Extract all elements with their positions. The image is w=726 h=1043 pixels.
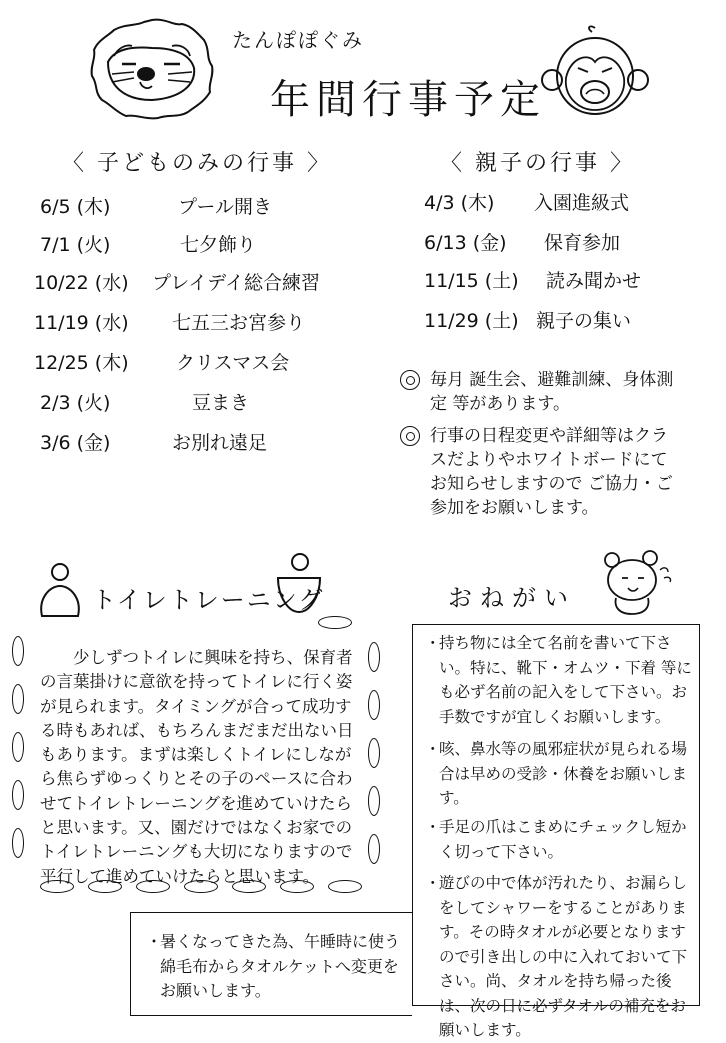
bullet: ・ <box>146 932 163 951</box>
decorative-oval <box>368 786 380 816</box>
event-name: 保育参加 <box>544 232 621 254</box>
event-date: 7/1 (火) <box>40 234 111 256</box>
onegai-title: おねがい <box>448 584 576 612</box>
event-name: プレイデイ総合練習 <box>152 272 320 294</box>
decorative-oval <box>12 732 24 762</box>
event-date: 12/25 (木) <box>34 352 129 374</box>
list-item <box>425 631 693 729</box>
page-title: 年間行事予定 <box>270 77 546 123</box>
decorative-oval <box>368 738 380 768</box>
decorative-oval <box>368 834 380 864</box>
decorative-oval <box>368 642 380 672</box>
event-name: 入園進級式 <box>534 192 630 214</box>
list-item <box>425 737 693 811</box>
list-item <box>425 871 693 1043</box>
event-date: 2/3 (火) <box>40 392 111 414</box>
event-name: 七五三お宮参り <box>172 312 306 334</box>
decorative-oval <box>318 616 352 629</box>
note-text: 行事の日程変更や詳細等はクラスだよりやホワイトボードにてお知らせしますので ご協力・ご参加をお願いします。 <box>430 426 673 518</box>
summer-note <box>146 930 404 1004</box>
event-name: 豆まき <box>192 392 250 414</box>
monkey-icon <box>540 22 650 122</box>
event-date: 11/29 (土) <box>424 310 519 332</box>
event-date: 11/15 (土) <box>424 270 519 292</box>
event-name: 七夕飾り <box>180 234 257 256</box>
onegai-text: 遊びの中で体が汚れたり、お漏らしをしてシャワーをすることがあります。その時タオルが必要となりますので引き出しの中に入れておいて下さい。尚、タオルを持ち帰った後は、次の日に必ずタオルの補充をお願いします。 <box>439 874 688 1039</box>
lion-icon <box>82 14 222 124</box>
bullet: ・ <box>425 740 441 758</box>
onegai-text: 咳、鼻水等の風邪症状が見られる場合は早めの受診・休養をお願いします。 <box>439 740 688 807</box>
bear-icon <box>598 548 678 618</box>
bullet: ・ <box>425 634 441 652</box>
event-date: 6/13 (金) <box>424 232 507 254</box>
parent-events-heading: 〈 親子の行事 〉 <box>440 151 635 176</box>
decorative-oval <box>12 780 24 810</box>
note-item <box>400 424 680 520</box>
decorative-oval <box>368 690 380 720</box>
event-date: 6/5 (木) <box>40 196 111 218</box>
summer-note-text: 暑くなってきた為、午睡時に使う綿毛布からタオルケットへ変更をお願いします。 <box>160 932 401 1000</box>
decorative-oval <box>12 684 24 714</box>
decorative-oval <box>12 828 24 858</box>
list-item <box>425 815 693 864</box>
double-circle-icon <box>400 370 420 390</box>
children-events-heading: 〈 子どものみの行事 〉 <box>62 151 332 176</box>
onegai-box <box>412 624 700 1039</box>
event-name: プール開き <box>178 196 273 218</box>
event-name: 読み聞かせ <box>546 270 642 292</box>
decorative-oval <box>12 636 24 666</box>
event-date: 3/6 (金) <box>40 432 111 454</box>
bullet: ・ <box>425 818 441 836</box>
class-name: たんぽぽぐみ <box>232 28 364 52</box>
event-date: 4/3 (木) <box>424 192 495 214</box>
toilet-training-title: トイレトレーニング <box>92 586 325 614</box>
onegai-text: 手足の爪はこまめにチェックし短かく切って下さい。 <box>439 818 687 861</box>
event-name: お別れ遠足 <box>172 432 268 454</box>
note-item <box>400 368 680 416</box>
event-name: クリスマス会 <box>176 352 290 374</box>
note-text: 毎月 誕生会、避難訓練、身体測定 等があります。 <box>430 370 674 414</box>
event-date: 11/19 (水) <box>34 312 129 334</box>
event-name: 親子の集い <box>536 310 632 332</box>
bullet: ・ <box>425 874 441 892</box>
onegai-text: 持ち物には全て名前を書いて下さい。特に、靴下・オムツ・下着 等にも必ず名前の記入をして下さい。お手数ですが宜しくお願いします。 <box>439 634 692 726</box>
double-circle-icon <box>400 426 420 446</box>
toilet-training-text: 少しずつトイレに興味を持ち、保育者の言葉掛けに意欲を持ってトイレに行く姿が見られます。タイミングが合って成功する時もあれば、もちろんまだまだ出ない日もあります。まずは楽しくトイレにしながら焦らずゆっくりとその子のペースに合わせてトイレトレーニングを進めていけたらと思います。又、園だけではなくお家でのトイレトレーニングも大切になりますので平行して進めていけたらと思います。 <box>40 648 354 886</box>
person-icon <box>32 560 88 622</box>
person-icon <box>270 550 326 620</box>
event-date: 10/22 (水) <box>34 272 129 294</box>
